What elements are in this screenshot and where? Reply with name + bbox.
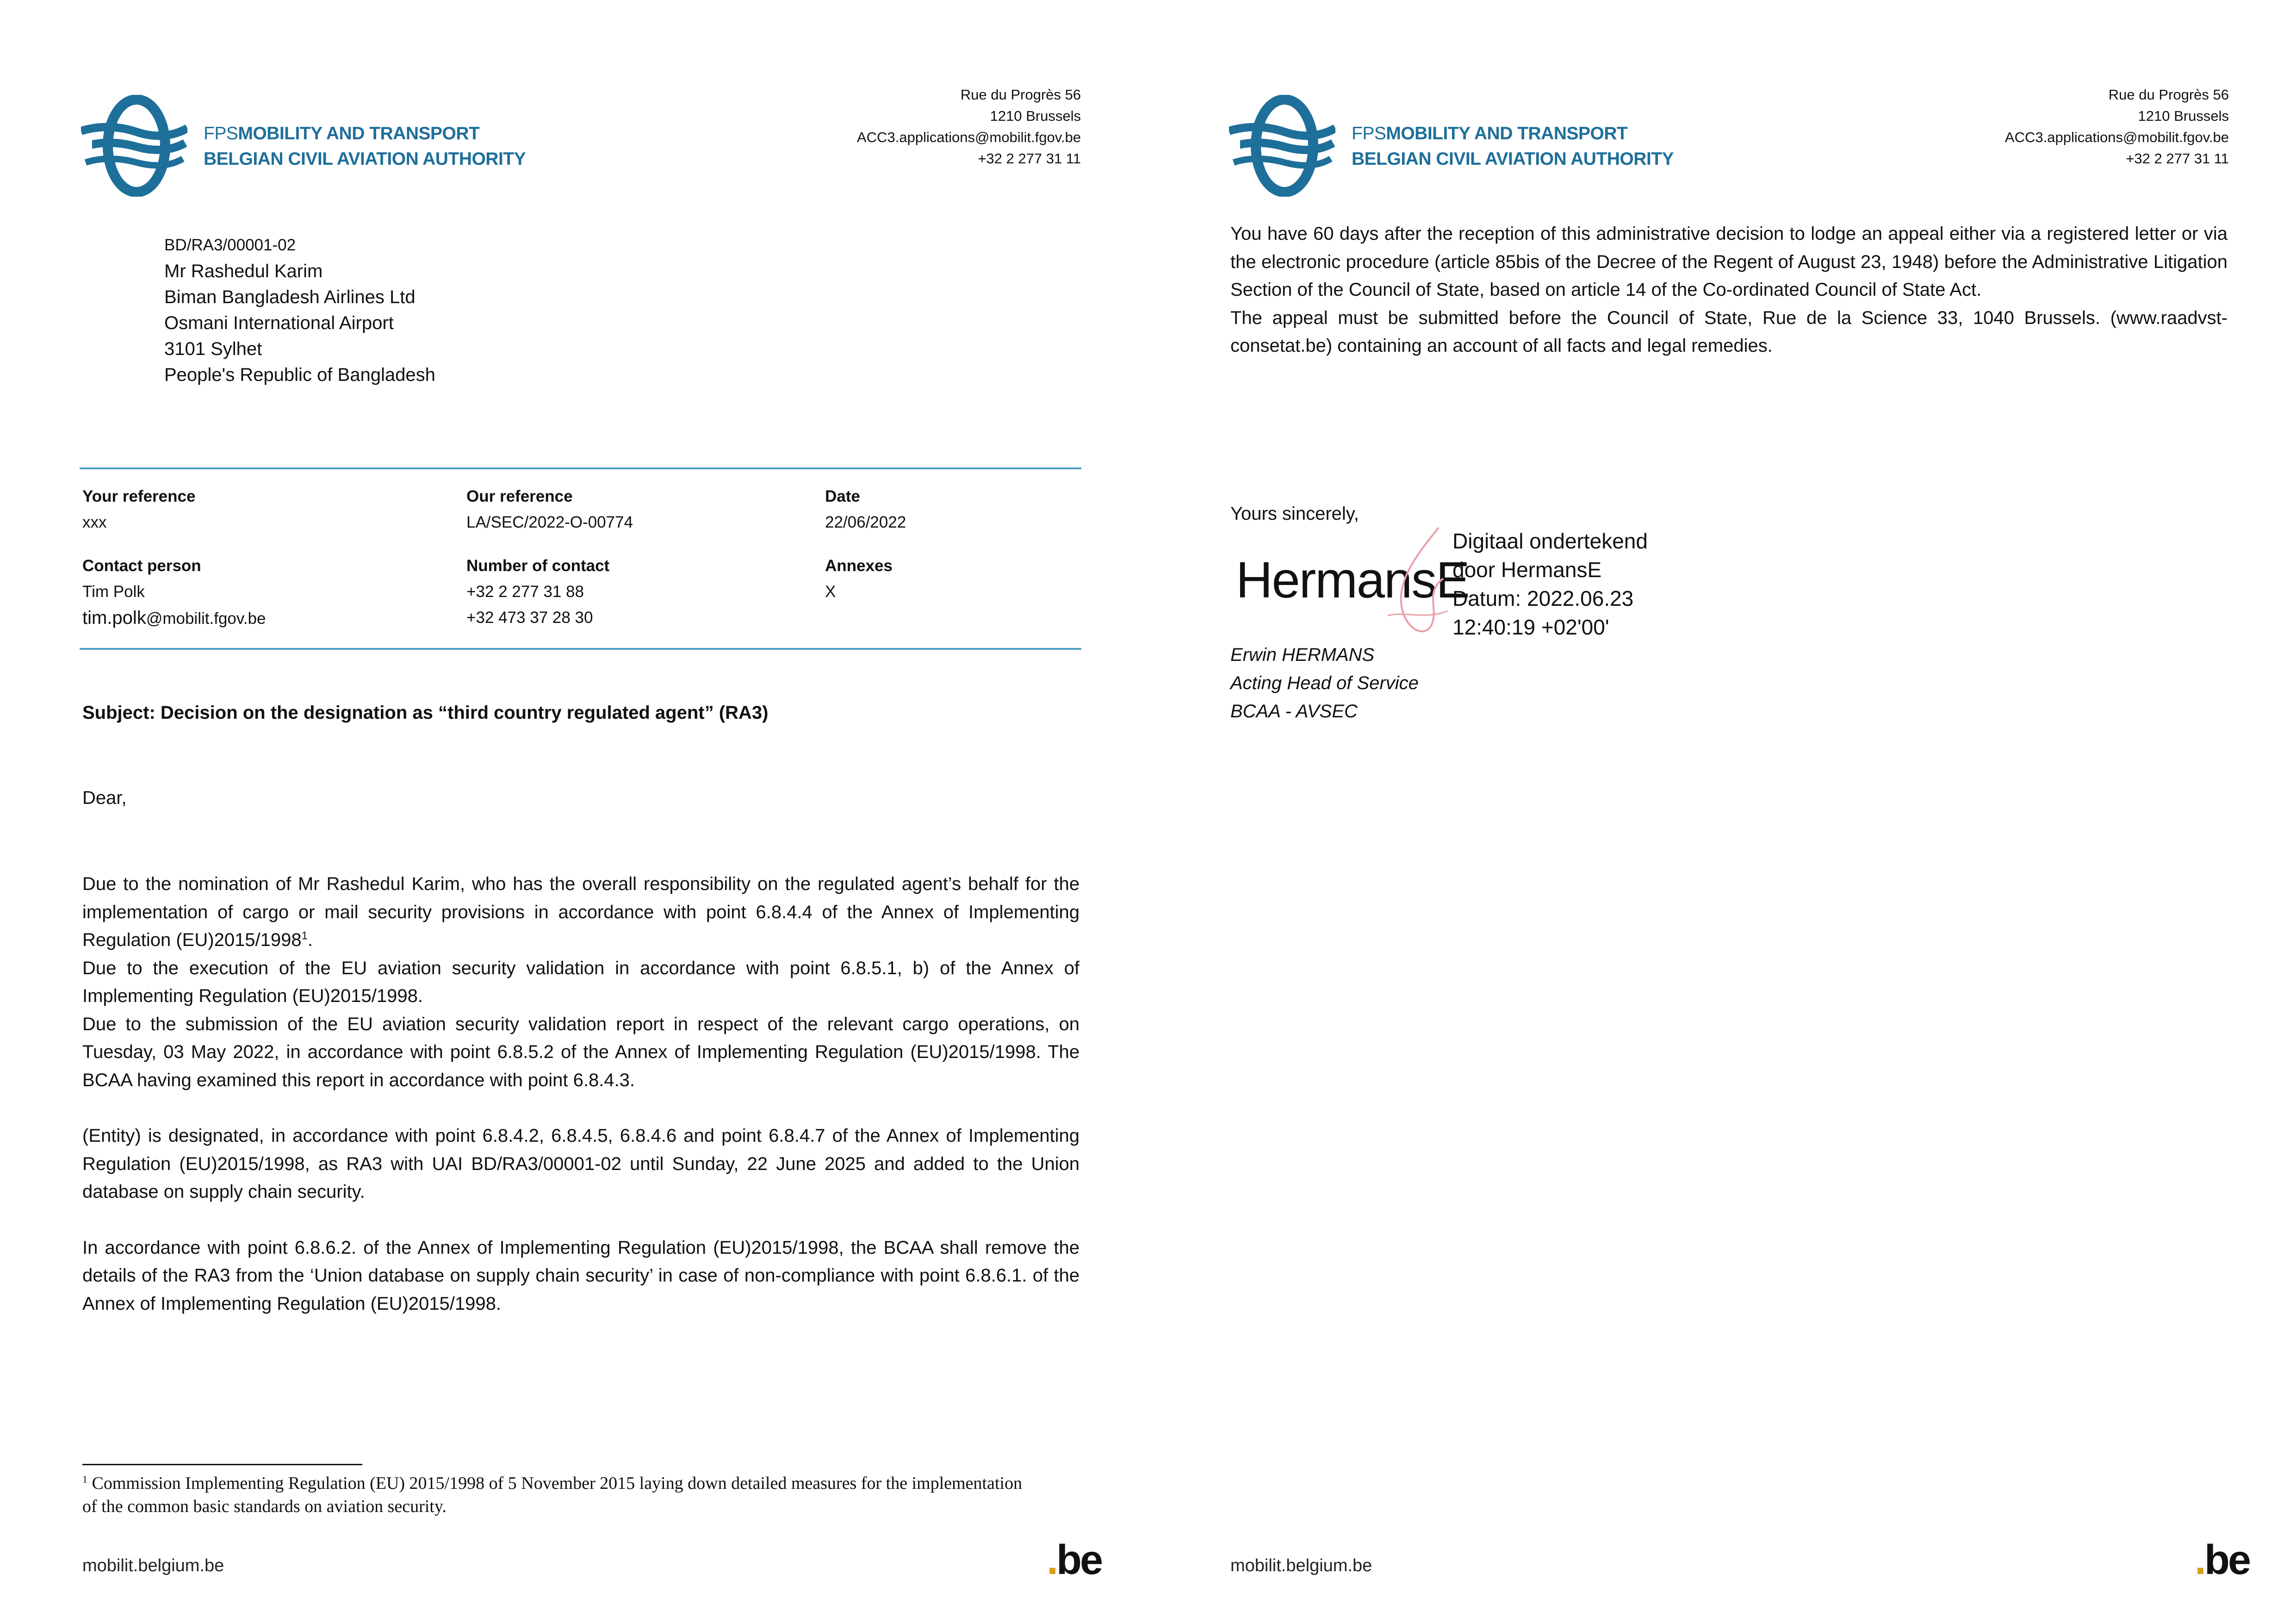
sender-address: Rue du Progrès 56 1210 Brussels ACC3.applications@mobilit.fgov.be +32 2 277 31 11 xyxy=(857,84,1081,169)
sender-address: Rue du Progrès 56 1210 Brussels ACC3.applications@mobilit.fgov.be +32 2 277 31 11 xyxy=(2005,84,2229,169)
signer-department: BCAA - AVSEC xyxy=(1230,701,1358,722)
be-logo: .be xyxy=(2195,1537,2250,1583)
sender-phone: +32 2 277 31 11 xyxy=(978,150,1081,167)
sender-phone: +32 2 277 31 11 xyxy=(2126,150,2229,167)
logo-text-line2: BELGIAN CIVIL AVIATION AUTHORITY xyxy=(1352,149,1674,169)
logo-text-line1: FPSMOBILITY AND TRANSPORT xyxy=(204,124,480,143)
be-logo: .be xyxy=(1047,1537,1102,1583)
closing: Yours sincerely, xyxy=(1230,504,1359,524)
digital-signature xyxy=(1230,523,1693,643)
letter-subject: Subject: Decision on the designation as “third country regulated agent” (RA3) xyxy=(82,703,769,723)
fps-logo xyxy=(81,95,526,197)
body-paragraph-4: (Entity) is designated, in accordance with point 6.8.4.2, 6.8.4.5, 6.8.4.6 and point 6.8.4.7 of the Annex of Implementing Regulation (EU)2015/1998, as RA3 with UAI BD/RA3/00001-02 until Sunday, 22 June 2025 and added to the Union database on supply chain security. xyxy=(82,1126,1080,1202)
signature-details: Digitaal ondertekend door HermansE Datum: 2022.06.23 12:40:19 +02'00' xyxy=(1452,529,1648,639)
sender-email: ACC3.applications@mobilit.fgov.be xyxy=(2004,129,2229,145)
footnote-ref[interactable]: 1 xyxy=(301,929,308,942)
divider-bottom xyxy=(80,648,1081,650)
number-of-contact: Number of contact +32 2 277 31 88 +32 473 37 28 30 xyxy=(466,557,610,627)
appeal-paragraph-1: You have 60 days after the reception of this administrative decision to lodge an appeal either via a registered letter or via the electronic procedure (article 85bis of the Decree of the Regent of August 23, 1948) before the Administrative Litigation Section of the Council of State, based on article 14 of the Co-ordinated Council of State Act. xyxy=(1230,224,2228,300)
signer-name: Erwin HERMANS xyxy=(1230,645,1375,665)
signer-block xyxy=(1230,641,1419,726)
body-paragraph-5: In accordance with point 6.8.6.2. of the Annex of Implementing Regulation (EU)2015/1998, the BCAA shall remove the details of the RA3 from the ‘Union database on supply chain security’ in case of non-compliance with point 6.8.6.1. of the Annex of Implementing Regulation (EU)2015/1998. xyxy=(82,1237,1080,1314)
your-reference: Your reference xxx xyxy=(82,487,196,531)
fps-logo xyxy=(1229,95,1674,197)
signer-title: Acting Head of Service xyxy=(1230,673,1419,693)
footer-url[interactable]: mobilit.belgium.be xyxy=(1230,1556,1372,1575)
letter-body xyxy=(82,870,1080,1318)
letter-page-2 xyxy=(1148,0,2296,1624)
signature-name: HermansE xyxy=(1236,552,1469,609)
footnote: $^1$ Commission Implementing Regulation (EU) 2015/1998 of 5 November 2015 laying down detailed measures for the implementation of the common basic standards on aviation security. xyxy=(82,1473,1022,1516)
letter-date: Date 22/06/2022 xyxy=(825,487,906,531)
body-paragraph-3: Due to the submission of the EU aviation security validation report in respect of the relevant cargo operations, on Tuesday, 03 May 2022, in accordance with point 6.8.5.2 of the Annex of Implementing Regulation (EU)2015/1998. The BCAA having examined this report in accordance with point 6.8.4.3. xyxy=(82,1014,1080,1090)
logo-text-line2: BELGIAN CIVIL AVIATION AUTHORITY xyxy=(204,149,526,169)
salutation: Dear, xyxy=(82,788,127,808)
body-paragraph-1: Due to the nomination of Mr Rashedul Karim, who has the overall responsibility on the regulated agent’s behalf for the implementation of cargo or mail security provisions in accordance with point 6.8.4.4 of the Annex of Implementing Regulation (EU)2015/1998$^1$. xyxy=(82,874,1080,950)
contact-person: Contact person Tim Polk tim.polk@mobilit.fgov.be xyxy=(82,553,266,632)
our-reference: Our reference LA/SEC/2022-O-00774 xyxy=(466,487,633,531)
signature-scribble-icon xyxy=(1369,523,1462,643)
logo-text-line1: FPSMOBILITY AND TRANSPORT xyxy=(1352,124,1628,143)
footnote-divider xyxy=(82,1464,362,1465)
footer-url[interactable]: mobilit.belgium.be xyxy=(82,1556,224,1575)
recipient-reference: BD/RA3/00001-02 xyxy=(164,236,296,254)
fps-emblem-icon xyxy=(81,95,187,197)
appeal-text xyxy=(1230,220,2228,360)
fps-emblem-icon xyxy=(1229,95,1335,197)
recipient-block: BD/RA3/00001-02 Mr Rashedul Karim Biman Bangladesh Airlines Ltd Osmani International Airport 3101 Sylhet People's Republic of Bangladesh xyxy=(164,232,435,388)
contact-email[interactable]: tim.polk@mobilit.fgov.be xyxy=(82,608,266,628)
annexes: Annexes X xyxy=(825,557,893,601)
sender-email: ACC3.applications@mobilit.fgov.be xyxy=(856,129,1081,145)
divider-top xyxy=(80,467,1081,469)
appeal-paragraph-2: The appeal must be submitted before the Council of State, Rue de la Science 33, 1040 Brussels. (www.raadvst-consetat.be) containing an account of all facts and legal remedies. xyxy=(1230,307,2228,356)
body-paragraph-2: Due to the execution of the EU aviation security validation in accordance with point 6.8.5.1, b) of the Annex of Implementing Regulation (EU)2015/1998. xyxy=(82,958,1080,1006)
